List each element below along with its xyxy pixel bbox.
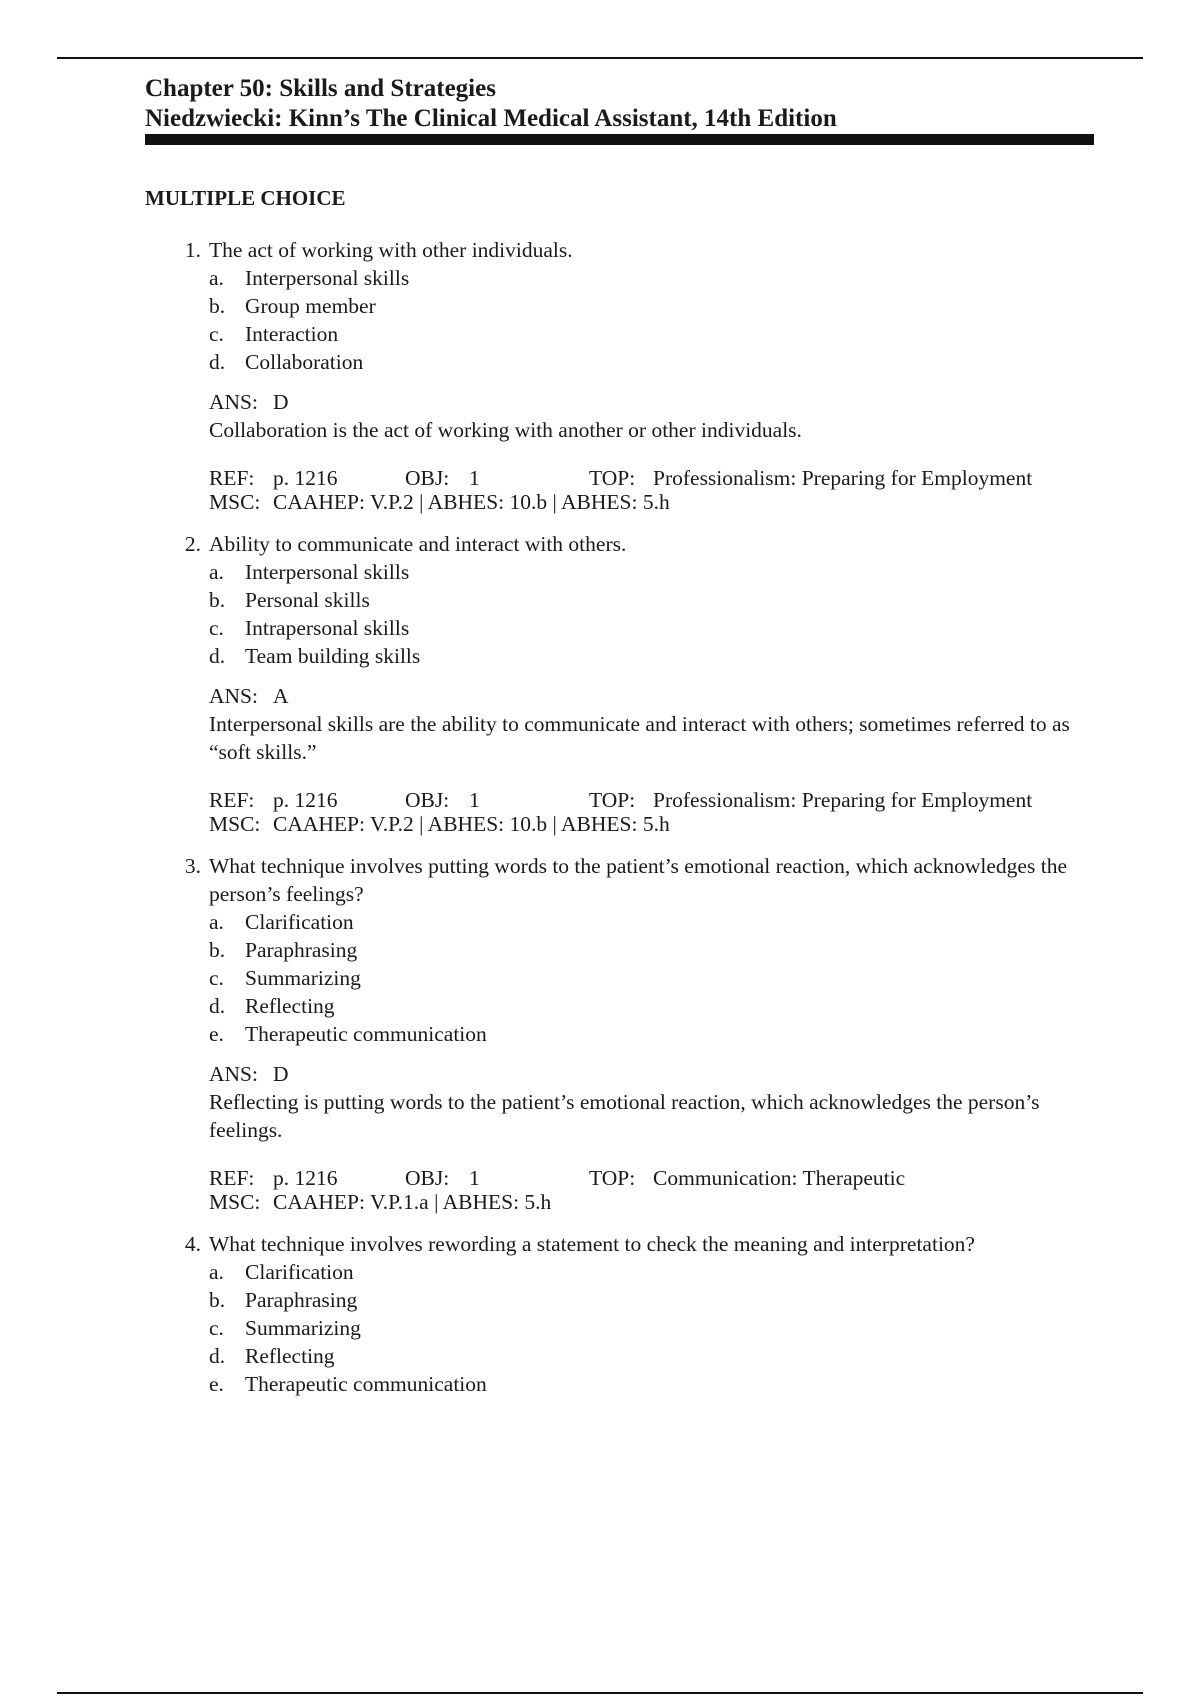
option-text: Summarizing bbox=[245, 966, 361, 990]
option bbox=[209, 1370, 1105, 1398]
answer-rationale: Reflecting is putting words to the patient’s emotional reaction, which acknowledges the person’s feelings. bbox=[209, 1090, 1040, 1142]
option-text: Paraphrasing bbox=[245, 938, 358, 962]
option bbox=[209, 320, 1105, 348]
answer-label: ANS: bbox=[209, 390, 258, 414]
option bbox=[209, 936, 1105, 964]
header-divider bbox=[145, 134, 1094, 145]
option bbox=[209, 642, 1105, 670]
question-number: 3. bbox=[184, 854, 201, 878]
option-text: Collaboration bbox=[245, 350, 364, 374]
option bbox=[209, 964, 1105, 992]
option-letter: d. bbox=[209, 994, 226, 1018]
ref-value: p. 1216 bbox=[273, 466, 338, 490]
answer-block bbox=[209, 388, 1105, 444]
option-letter: d. bbox=[209, 350, 226, 374]
option-letter: c. bbox=[209, 616, 224, 640]
options-list bbox=[209, 264, 1105, 376]
ref-label: REF: bbox=[209, 466, 255, 490]
option-letter: a. bbox=[209, 1260, 224, 1284]
section-heading: MULTIPLE CHOICE bbox=[145, 186, 346, 210]
obj-value: 1 bbox=[469, 788, 480, 812]
top-value: Communication: Therapeutic bbox=[653, 1166, 906, 1190]
answer-value: D bbox=[273, 1062, 289, 1086]
option-text: Intrapersonal skills bbox=[245, 616, 410, 640]
option-letter: e. bbox=[209, 1022, 224, 1046]
option-text: Paraphrasing bbox=[245, 1288, 358, 1312]
msc-value: CAAHEP: V.P.1.a | ABHES: 5.h bbox=[273, 1190, 552, 1214]
option-letter: d. bbox=[209, 1344, 226, 1368]
ref-label: REF: bbox=[209, 1166, 255, 1190]
option-text: Interpersonal skills bbox=[245, 266, 410, 290]
option-letter: e. bbox=[209, 1372, 224, 1396]
option-letter: a. bbox=[209, 560, 224, 584]
question-stem: What technique involves rewording a statement to check the meaning and interpretation? bbox=[209, 1232, 975, 1256]
answer-label: ANS: bbox=[209, 1062, 258, 1086]
msc-label: MSC: bbox=[209, 490, 261, 514]
option-text: Clarification bbox=[245, 1260, 354, 1284]
option bbox=[209, 1342, 1105, 1370]
top-label: TOP: bbox=[589, 788, 636, 812]
option-letter: b. bbox=[209, 588, 226, 612]
question-list bbox=[145, 236, 1105, 1414]
msc-value: CAAHEP: V.P.2 | ABHES: 10.b | ABHES: 5.h bbox=[273, 490, 670, 514]
option-letter: c. bbox=[209, 966, 224, 990]
option bbox=[209, 1314, 1105, 1342]
option bbox=[209, 992, 1105, 1020]
answer-value: A bbox=[273, 684, 289, 708]
option bbox=[209, 586, 1105, 614]
top-label: TOP: bbox=[589, 1166, 636, 1190]
answer-value: D bbox=[273, 390, 289, 414]
answer-block bbox=[209, 1060, 1105, 1144]
top-label: TOP: bbox=[589, 466, 636, 490]
options-list bbox=[209, 908, 1105, 1048]
option-text: Therapeutic communication bbox=[245, 1022, 487, 1046]
options-list bbox=[209, 1258, 1105, 1398]
option-text: Clarification bbox=[245, 910, 354, 934]
option bbox=[209, 348, 1105, 376]
option-text: Reflecting bbox=[245, 994, 335, 1018]
ref-value: p. 1216 bbox=[273, 1166, 338, 1190]
question-number: 4. bbox=[184, 1232, 201, 1256]
question-stem: Ability to communicate and interact with others. bbox=[209, 532, 627, 556]
option-text: Therapeutic communication bbox=[245, 1372, 487, 1396]
obj-label: OBJ: bbox=[405, 1166, 450, 1190]
question-stem: What technique involves putting words to the patient’s emotional reaction, which acknowledges the person’s feelings? bbox=[209, 854, 1067, 906]
answer-rationale: Collaboration is the act of working with another or other individuals. bbox=[209, 418, 802, 442]
option-letter: b. bbox=[209, 1288, 226, 1312]
option-text: Interpersonal skills bbox=[245, 560, 410, 584]
option-letter: b. bbox=[209, 294, 226, 318]
question bbox=[145, 236, 1105, 514]
chapter-title: Chapter 50: Skills and Strategies bbox=[145, 75, 496, 102]
option-letter: a. bbox=[209, 266, 224, 290]
book-title: Niedzwiecki: Kinn’s The Clinical Medical Assistant, 14th Edition bbox=[145, 105, 837, 132]
option-letter: d. bbox=[209, 644, 226, 668]
option-text: Summarizing bbox=[245, 1316, 361, 1340]
option bbox=[209, 614, 1105, 642]
option-letter: a. bbox=[209, 910, 224, 934]
question-number: 2. bbox=[184, 532, 201, 556]
option bbox=[209, 1020, 1105, 1048]
top-value: Professionalism: Preparing for Employment bbox=[653, 466, 1033, 490]
question-metadata bbox=[209, 466, 1105, 514]
question bbox=[145, 852, 1105, 1214]
ref-label: REF: bbox=[209, 788, 255, 812]
option-text: Interaction bbox=[245, 322, 339, 346]
option-text: Team building skills bbox=[245, 644, 421, 668]
answer-label: ANS: bbox=[209, 684, 258, 708]
msc-label: MSC: bbox=[209, 812, 261, 836]
obj-label: OBJ: bbox=[405, 788, 450, 812]
option-letter: c. bbox=[209, 1316, 224, 1340]
option bbox=[209, 558, 1105, 586]
option-text: Group member bbox=[245, 294, 376, 318]
option-text: Reflecting bbox=[245, 1344, 335, 1368]
option-letter: b. bbox=[209, 938, 226, 962]
answer-block bbox=[209, 682, 1105, 766]
ref-value: p. 1216 bbox=[273, 788, 338, 812]
question-stem: The act of working with other individuals. bbox=[209, 238, 573, 262]
obj-label: OBJ: bbox=[405, 466, 450, 490]
question bbox=[145, 530, 1105, 836]
top-rule bbox=[57, 57, 1143, 59]
option-letter: c. bbox=[209, 322, 224, 346]
option bbox=[209, 264, 1105, 292]
answer-rationale: Interpersonal skills are the ability to communicate and interact with others; sometimes referred to as “soft skills.” bbox=[209, 712, 1070, 764]
option bbox=[209, 292, 1105, 320]
question-number: 1. bbox=[184, 238, 201, 262]
option bbox=[209, 908, 1105, 936]
question-metadata bbox=[209, 788, 1105, 836]
option bbox=[209, 1286, 1105, 1314]
option-text: Personal skills bbox=[245, 588, 370, 612]
option bbox=[209, 1258, 1105, 1286]
document-header bbox=[145, 74, 837, 134]
bottom-rule bbox=[57, 1692, 1143, 1694]
obj-value: 1 bbox=[469, 1166, 480, 1190]
options-list bbox=[209, 558, 1105, 670]
obj-value: 1 bbox=[469, 466, 480, 490]
question-metadata bbox=[209, 1166, 1105, 1214]
top-value: Professionalism: Preparing for Employment bbox=[653, 788, 1033, 812]
msc-value: CAAHEP: V.P.2 | ABHES: 10.b | ABHES: 5.h bbox=[273, 812, 670, 836]
msc-label: MSC: bbox=[209, 1190, 261, 1214]
question bbox=[145, 1230, 1105, 1398]
